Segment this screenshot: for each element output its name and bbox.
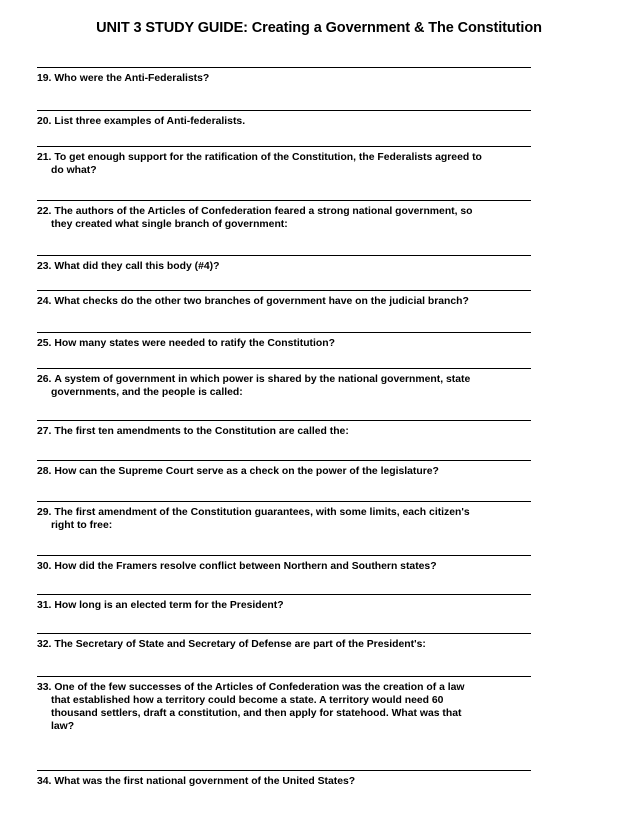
question-33 bbox=[37, 676, 531, 733]
question-text: One of the few successes of the Articles of Confederation was the creation of a law bbox=[54, 682, 465, 693]
question-text-continued: governments, and the people is called: bbox=[51, 387, 243, 398]
answer-line bbox=[37, 200, 531, 201]
question-number: 24. bbox=[37, 296, 52, 307]
question-number: 19. bbox=[37, 73, 52, 84]
question-text: Who were the Anti-Federalists? bbox=[54, 73, 210, 84]
question-number: 20. bbox=[37, 116, 52, 127]
question-number: 32. bbox=[37, 639, 52, 650]
question-text: What was the first national government of the United States? bbox=[54, 776, 356, 787]
question-number: 23. bbox=[37, 261, 52, 272]
question-19 bbox=[37, 67, 531, 85]
answer-line bbox=[37, 290, 531, 291]
question-text-continued: do what? bbox=[51, 165, 97, 176]
answer-line bbox=[37, 255, 531, 256]
answer-line bbox=[37, 555, 531, 556]
question-text: The first amendment of the Constitution guarantees, with some limits, each citizen's bbox=[54, 507, 470, 518]
answer-line bbox=[37, 332, 531, 333]
answer-line bbox=[37, 594, 531, 595]
question-21 bbox=[37, 146, 531, 177]
question-text: The authors of the Articles of Confederation feared a strong national government, so bbox=[54, 206, 473, 217]
answer-line bbox=[37, 460, 531, 461]
question-text: The first ten amendments to the Constitution are called the: bbox=[54, 426, 349, 437]
answer-line bbox=[37, 633, 531, 634]
question-23 bbox=[37, 255, 531, 273]
question-text-continued: law? bbox=[51, 721, 75, 732]
question-32 bbox=[37, 633, 531, 651]
question-text: How can the Supreme Court serve as a check on the power of the legislature? bbox=[54, 466, 439, 477]
question-31 bbox=[37, 594, 531, 612]
answer-line bbox=[37, 110, 531, 111]
question-number: 21. bbox=[37, 152, 52, 163]
question-24 bbox=[37, 290, 531, 308]
answer-line bbox=[37, 770, 531, 771]
question-number: 22. bbox=[37, 206, 52, 217]
question-text: How did the Framers resolve conflict between Northern and Southern states? bbox=[54, 561, 437, 572]
question-text: The Secretary of State and Secretary of Defense are part of the President's: bbox=[54, 639, 426, 650]
question-text: A system of government in which power is shared by the national government, state bbox=[54, 374, 471, 385]
question-text: How long is an elected term for the President? bbox=[54, 600, 284, 611]
question-text-continued: that established how a territory could become a state. A territory would need 60 bbox=[51, 695, 444, 706]
question-text: How many states were needed to ratify the Constitution? bbox=[54, 338, 335, 349]
question-29 bbox=[37, 501, 531, 532]
answer-line bbox=[37, 67, 531, 68]
answer-line bbox=[37, 676, 531, 677]
page-title: UNIT 3 STUDY GUIDE: Creating a Government & The Constitution bbox=[96, 20, 542, 36]
question-30 bbox=[37, 555, 531, 573]
question-number: 29. bbox=[37, 507, 52, 518]
question-number: 27. bbox=[37, 426, 52, 437]
question-number: 26. bbox=[37, 374, 52, 385]
question-22 bbox=[37, 200, 531, 231]
question-number: 33. bbox=[37, 682, 52, 693]
question-20 bbox=[37, 110, 531, 128]
question-28 bbox=[37, 460, 531, 478]
question-text: What checks do the other two branches of government have on the judicial branch? bbox=[54, 296, 469, 307]
question-text: List three examples of Anti-federalists. bbox=[54, 116, 246, 127]
answer-line bbox=[37, 420, 531, 421]
question-34 bbox=[37, 770, 531, 788]
answer-line bbox=[37, 368, 531, 369]
question-27 bbox=[37, 420, 531, 438]
question-number: 30. bbox=[37, 561, 52, 572]
question-26 bbox=[37, 368, 531, 399]
question-text-continued: thousand settlers, draft a constitution, and then apply for statehood. What was that bbox=[51, 708, 462, 719]
question-25 bbox=[37, 332, 531, 350]
question-text: To get enough support for the ratification of the Constitution, the Federalists agreed to bbox=[54, 152, 482, 163]
answer-line bbox=[37, 501, 531, 502]
question-text-continued: they created what single branch of government: bbox=[51, 219, 288, 230]
question-number: 31. bbox=[37, 600, 52, 611]
question-text: What did they call this body (#4)? bbox=[54, 261, 220, 272]
question-number: 25. bbox=[37, 338, 52, 349]
question-number: 28. bbox=[37, 466, 52, 477]
question-number: 34. bbox=[37, 776, 52, 787]
question-text-continued: right to free: bbox=[51, 520, 113, 531]
answer-line bbox=[37, 146, 531, 147]
